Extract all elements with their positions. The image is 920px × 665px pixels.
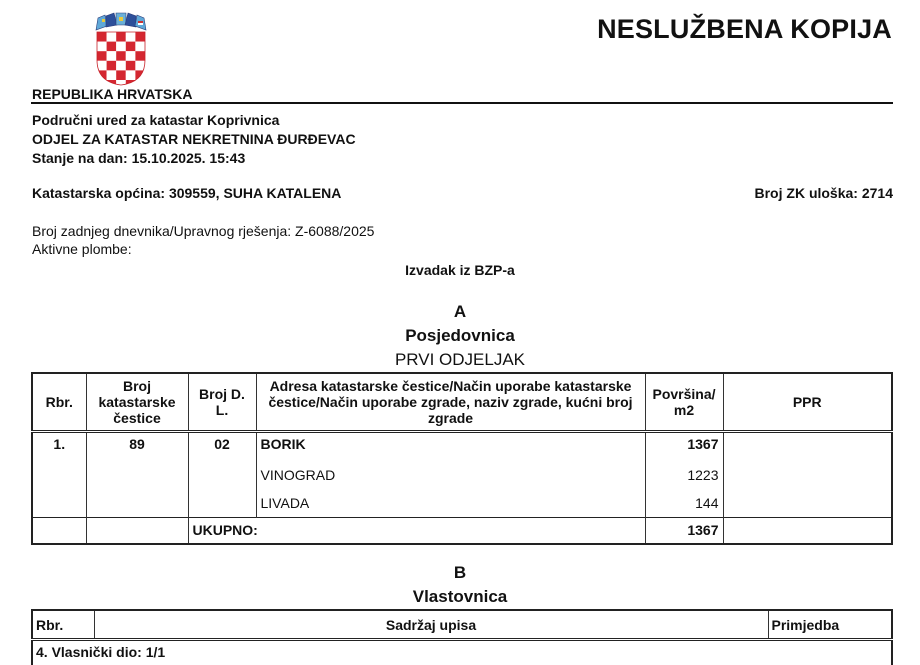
document-title: Izvadak iz BZP-a bbox=[0, 262, 920, 278]
row-dl-number: 02 bbox=[188, 432, 256, 462]
col-header-area: Površina/ m2 bbox=[645, 373, 723, 432]
ownership-share: 4. Vlasnički dio: 1/1 bbox=[32, 640, 892, 665]
table-subrow bbox=[32, 461, 892, 489]
table-row bbox=[32, 432, 892, 462]
section-a-title: Posjedovnica bbox=[0, 326, 920, 346]
use-area: 144 bbox=[645, 489, 723, 518]
section-a-subtitle: PRVI ODJELJAK bbox=[0, 350, 920, 370]
col-header-rbr: Rbr. bbox=[32, 610, 94, 640]
use-name: VINOGRAD bbox=[256, 461, 645, 489]
unofficial-copy-watermark: NESLUŽBENA KOPIJA bbox=[597, 14, 892, 45]
table-subrow bbox=[32, 489, 892, 518]
row-parcel-number: 89 bbox=[86, 432, 188, 462]
row-area: 1367 bbox=[645, 432, 723, 462]
possession-table bbox=[31, 372, 893, 545]
use-name: LIVADA bbox=[256, 489, 645, 518]
col-header-entry-content: Sadržaj upisa bbox=[94, 610, 768, 640]
cadastral-municipality: Katastarska općina: 309559, SUHA KATALENA bbox=[32, 185, 341, 201]
active-seals: Aktivne plombe: bbox=[32, 240, 374, 258]
section-b-title: Vlastovnica bbox=[0, 587, 920, 607]
total-area: 1367 bbox=[645, 518, 723, 545]
col-header-remark: Primjedba bbox=[768, 610, 892, 640]
header-divider bbox=[31, 102, 893, 104]
section-b-letter: B bbox=[0, 563, 920, 583]
col-header-dl-number: Broj D. L. bbox=[188, 373, 256, 432]
row-address: BORIK bbox=[256, 432, 645, 462]
col-header-rbr: Rbr. bbox=[32, 373, 86, 432]
col-header-ppr: PPR bbox=[723, 373, 892, 432]
use-area: 1223 bbox=[645, 461, 723, 489]
total-label: UKUPNO: bbox=[188, 518, 645, 545]
row-rbr: 1. bbox=[32, 432, 86, 462]
diary-number: Broj zadnjeg dnevnika/Upravnog rješenja: Z-6088/2025 bbox=[32, 222, 374, 240]
office-name: Područni ured za katastar Koprivnica bbox=[32, 111, 356, 130]
section-a-letter: A bbox=[0, 302, 920, 322]
col-header-parcel-number: Broj katastarske čestice bbox=[86, 373, 188, 432]
total-row bbox=[32, 518, 892, 545]
office-info bbox=[32, 111, 356, 168]
table-header-row bbox=[32, 373, 892, 432]
table-row bbox=[32, 640, 892, 665]
status-date: Stanje na dan: 15.10.2025. 15:43 bbox=[32, 149, 356, 168]
diary-info bbox=[32, 222, 374, 258]
row-ppr bbox=[723, 432, 892, 462]
table-header-row bbox=[32, 610, 892, 640]
country-name: REPUBLIKA HRVATSKA bbox=[32, 86, 193, 102]
department-name: ODJEL ZA KATASTAR NEKRETNINA ĐURĐEVAC bbox=[32, 130, 356, 149]
croatian-coat-of-arms-icon bbox=[94, 12, 148, 86]
col-header-address: Adresa katastarske čestice/Način uporabe katastarske čestice/Način uporabe zgrade, naziv zgrade, kućni broj zgrade bbox=[256, 373, 645, 432]
ownership-table bbox=[31, 609, 893, 665]
land-register-number: Broj ZK uloška: 2714 bbox=[755, 185, 894, 201]
